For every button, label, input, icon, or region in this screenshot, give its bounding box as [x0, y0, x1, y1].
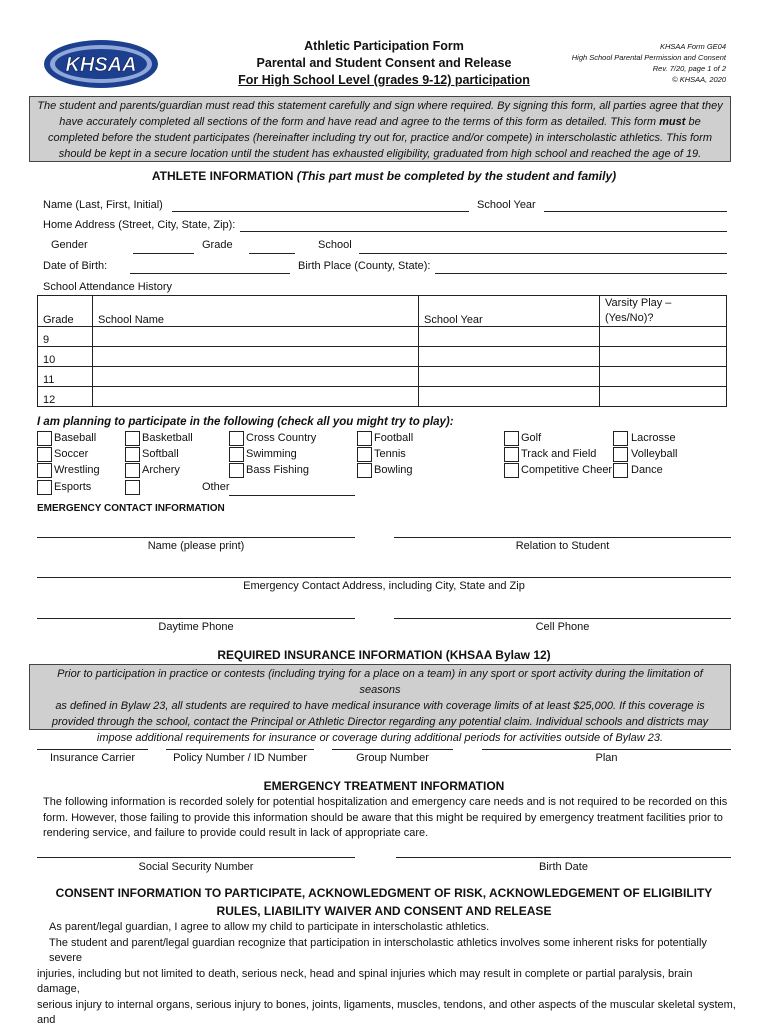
col-grade-header: Grade: [38, 296, 93, 327]
sport-label: Esports: [54, 481, 92, 493]
birth-date-caption: Birth Date: [539, 861, 588, 873]
notice-line: The student and parents/guardian must read this statement carefully and sign where required. By signing this form, all parties agree that they: [37, 100, 723, 112]
varsity-cell[interactable]: [600, 327, 727, 347]
school-name-cell[interactable]: [93, 347, 419, 367]
varsity-cell[interactable]: [600, 387, 727, 407]
sport-label: Bowling: [374, 464, 413, 476]
group-number-caption: Group Number: [356, 752, 429, 764]
school-year-cell[interactable]: [419, 347, 600, 367]
logo-text: KHSAA: [65, 54, 137, 76]
form-copyright: © KHSAA, 2020: [672, 75, 726, 84]
cell-phone-caption: Cell Phone: [535, 621, 590, 633]
bowling-checkbox[interactable]: [357, 463, 372, 478]
competitive-cheer-checkbox[interactable]: [504, 463, 519, 478]
relation-field[interactable]: [394, 537, 731, 538]
policy-number-caption: Policy Number / ID Number: [173, 752, 307, 764]
contact-address-field[interactable]: [37, 577, 731, 578]
tennis-checkbox[interactable]: [357, 447, 372, 462]
col-varsity-header: Varsity Play – (Yes/No)?: [600, 296, 727, 327]
consent-heading-line1: CONSENT INFORMATION TO PARTICIPATE, ACKNOWLEDGMENT OF RISK, ACKNOWLEDGEMENT OF ELIGIBILITY: [55, 886, 713, 900]
form-number: KHSAA Form GE04: [660, 42, 726, 51]
relation-caption: Relation to Student: [515, 540, 610, 552]
school-year-label: School Year: [477, 199, 536, 211]
cell-phone-field[interactable]: [394, 618, 731, 619]
school-year-field[interactable]: [544, 211, 727, 212]
sport-label: Baseball: [54, 432, 97, 444]
school-year-cell[interactable]: [419, 327, 600, 347]
sport-label: Track and Field: [521, 448, 597, 460]
sport-label: Swimming: [246, 448, 297, 460]
daytime-phone-caption: Daytime Phone: [158, 621, 234, 633]
sport-label: Basketball: [142, 432, 193, 444]
table-row: [38, 327, 727, 347]
esports-checkbox[interactable]: [37, 480, 52, 495]
attendance-history-label: School Attendance History: [43, 281, 173, 293]
school-label: School: [318, 239, 352, 251]
varsity-cell[interactable]: [600, 347, 727, 367]
insurance-line: as defined in Bylaw 23, all students are required to have medical insurance with coverage limits of at least $25,000. If this coverage is: [55, 700, 705, 712]
consent-paragraph: As parent/legal guardian, I agree to allow my child to participate in interscholastic athletics. The student and parent/legal guardian recognize that participation in interscholastic athletics involves some inherent risks for potentially severe injuries, including but not limited to death, serious neck, head and spinal injuries which may result in complete or partial paralysis, brain damage, serious injury to internal organs, serious injury to bones, joints, ligaments, muscles, tendons, and other aspects of the muscular skeletal system, and: [37, 921, 736, 1026]
grade-field[interactable]: [249, 253, 295, 254]
insurance-carrier-caption: Insurance Carrier: [50, 752, 135, 764]
ssn-field[interactable]: [37, 857, 355, 858]
address-field[interactable]: [240, 231, 727, 232]
sport-label: Competitive Cheer: [521, 464, 613, 476]
grade-cell: 11: [38, 367, 93, 387]
emergency-contact-heading: EMERGENCY CONTACT INFORMATION: [37, 503, 225, 514]
insurance-carrier-field[interactable]: [37, 749, 148, 750]
form-level: For High School Level (grades 9-12) participation: [238, 73, 530, 87]
sport-label: Soccer: [54, 448, 89, 460]
daytime-phone-field[interactable]: [37, 618, 355, 619]
col-school-name-header: School Name: [93, 296, 419, 327]
athlete-info-heading: ATHLETE INFORMATION (This part must be completed by the student and family): [151, 169, 617, 183]
treatment-heading: EMERGENCY TREATMENT INFORMATION: [263, 779, 505, 793]
notice-line: completed before the student participates (hereinafter including try out for, practice and/or compete) in interscholastic athletics. This form: [48, 132, 712, 144]
grade-cell: 9: [38, 327, 93, 347]
form-description: High School Parental Permission and Consent: [571, 53, 726, 62]
bass-fishing-checkbox[interactable]: [229, 463, 244, 478]
other-checkbox[interactable]: [125, 480, 140, 495]
sport-label: Football: [374, 432, 414, 444]
sport-label: Golf: [521, 432, 542, 444]
attendance-history-table: [37, 295, 727, 407]
baseball-checkbox[interactable]: [37, 431, 52, 446]
plan-caption: Plan: [595, 752, 618, 764]
cross-country-checkbox[interactable]: [229, 431, 244, 446]
wrestling-checkbox[interactable]: [37, 463, 52, 478]
notice-line: have accurately completed all sections of the form and have read and agree to the terms of this form as detailed. This form must be: [59, 116, 701, 128]
sport-label: Lacrosse: [631, 432, 676, 444]
birthplace-field[interactable]: [435, 273, 727, 274]
group-number-field[interactable]: [332, 749, 453, 750]
dob-label: Date of Birth:: [43, 260, 108, 272]
ssn-caption: Social Security Number: [138, 861, 254, 873]
sport-label: Softball: [142, 448, 179, 460]
form-title: Athletic Participation Form: [304, 39, 464, 53]
insurance-line: impose additional requirements for insurance or coverage during additional periods for activities outside of Bylaw 23.: [96, 732, 664, 744]
table-row: [38, 387, 727, 407]
plan-field[interactable]: [482, 749, 731, 750]
school-name-cell[interactable]: [93, 367, 419, 387]
contact-address-caption: Emergency Contact Address, including City, State and Zip: [243, 580, 525, 592]
policy-number-field[interactable]: [166, 749, 314, 750]
grade-label: Grade: [202, 239, 233, 251]
grade-cell: 12: [38, 387, 93, 407]
table-row: [38, 347, 727, 367]
consent-heading-line2: RULES, LIABILITY WAIVER AND CONSENT AND RELEASE: [216, 904, 552, 918]
archery-checkbox[interactable]: [125, 463, 140, 478]
table-row: [38, 367, 727, 387]
school-year-cell[interactable]: [419, 387, 600, 407]
other-label: Other: [202, 481, 230, 493]
contact-name-caption: Name (please print): [147, 540, 245, 552]
table-header-row: [38, 296, 727, 327]
grade-cell: 10: [38, 347, 93, 367]
form-subtitle: Parental and Student Consent and Release: [256, 56, 512, 70]
other-sport-field[interactable]: [229, 495, 355, 496]
insurance-heading: REQUIRED INSURANCE INFORMATION (KHSAA Bylaw 12): [217, 648, 551, 662]
name-label: Name (Last, First, Initial): [43, 199, 163, 211]
softball-checkbox[interactable]: [125, 447, 140, 462]
sport-label: Cross Country: [246, 432, 317, 444]
gender-field[interactable]: [133, 253, 194, 254]
sports-heading: I am planning to participate in the following (check all you might try to play):: [37, 416, 454, 428]
gender-label: Gender: [51, 239, 88, 251]
track-and-field-checkbox[interactable]: [504, 447, 519, 462]
insurance-notice-box: [29, 664, 731, 744]
football-checkbox[interactable]: [357, 431, 372, 446]
dob-field[interactable]: [130, 273, 290, 274]
school-name-cell[interactable]: [93, 387, 419, 407]
volleyball-checkbox[interactable]: [613, 447, 628, 462]
sport-label: Tennis: [374, 448, 406, 460]
school-name-cell[interactable]: [93, 327, 419, 347]
soccer-checkbox[interactable]: [37, 447, 52, 462]
lacrosse-checkbox[interactable]: [613, 431, 628, 446]
varsity-cell[interactable]: [600, 367, 727, 387]
golf-checkbox[interactable]: [504, 431, 519, 446]
school-field[interactable]: [359, 253, 727, 254]
sport-label: Volleyball: [631, 448, 678, 460]
birth-date-field[interactable]: [396, 857, 731, 858]
sport-label: Bass Fishing: [246, 464, 309, 476]
contact-name-field[interactable]: [37, 537, 355, 538]
col-school-year-header: School Year: [419, 296, 600, 327]
basketball-checkbox[interactable]: [125, 431, 140, 446]
address-label: Home Address (Street, City, State, Zip):: [43, 219, 236, 231]
insurance-line: Prior to participation in practice or contests (including trying for a place on a team) in any sport or sport activity during the limitation of seasons: [57, 668, 703, 696]
form-revision: Rev. 7/20, page 1 of 2: [652, 64, 726, 73]
swimming-checkbox[interactable]: [229, 447, 244, 462]
dance-checkbox[interactable]: [613, 463, 628, 478]
name-field[interactable]: [172, 211, 469, 212]
insurance-line: provided through the school, contact the Principal or Athletic Director regarding any potential claim. Individual schools and districts may: [51, 716, 709, 728]
birthplace-label: Birth Place (County, State):: [298, 260, 431, 272]
sport-label: Archery: [142, 464, 180, 476]
notice-box: [29, 96, 731, 162]
sport-label: Wrestling: [54, 464, 100, 476]
treatment-paragraph: The following information is recorded solely for potential hospitalization and emergency care needs and is not required to be recorded on this form. However, those failing to provide this information should be aware that this might be required by emergency treatment facilities prior to rendering service, and failure to provide could result in lack of appropriate care.: [43, 796, 728, 839]
notice-line: should be kept in a secure location until the student has exhausted eligibility, graduated from high school and reached the age of 19.: [58, 148, 702, 160]
school-year-cell[interactable]: [419, 367, 600, 387]
sport-label: Dance: [631, 464, 663, 476]
